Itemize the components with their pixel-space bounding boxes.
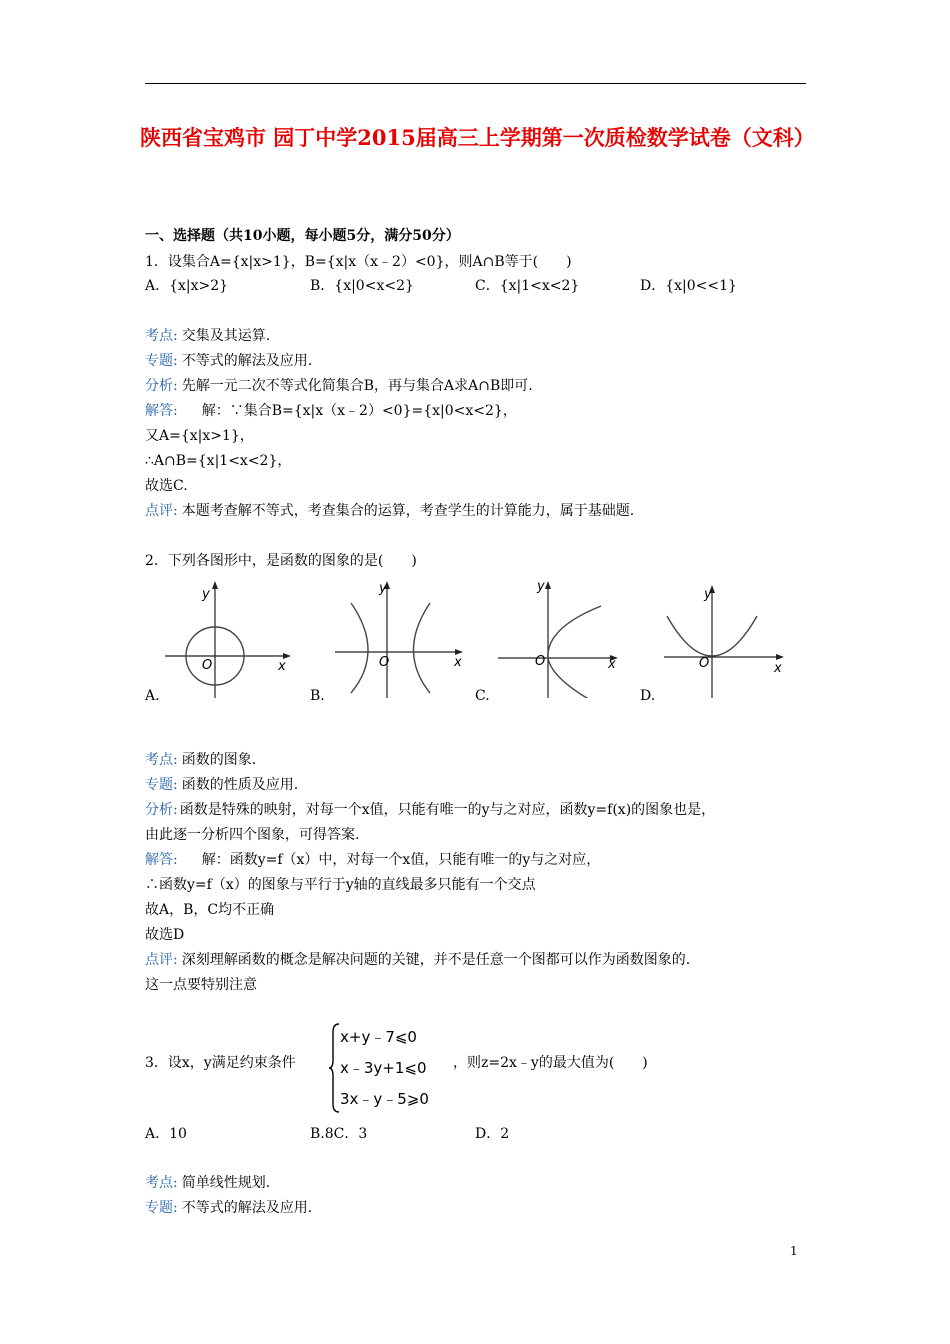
jieda-label: 解答:	[145, 403, 178, 419]
graph-c-sideways-parabola	[498, 578, 648, 698]
q1-dianping: 点评: 本题考查解不等式，考查集合的运算，考查学生的计算能力，属于基础题.	[145, 503, 635, 519]
q2-option-b: B.	[310, 688, 325, 704]
page-number: 1	[790, 1244, 798, 1258]
q2-line-3: 故选D	[145, 927, 185, 943]
q2-zhuanti: 专题: 函数的性质及应用.	[145, 777, 299, 793]
q1-kaodian: 考点: 交集及其运算.	[145, 328, 271, 344]
x-axis-label: x	[608, 657, 616, 672]
q1-option-d: D．{x|0<<1}	[640, 278, 737, 294]
fenxi-label: 分析:	[145, 378, 178, 394]
q1-jieda: 解答: 解：∵集合B={x|x（x﹣2）<0}={x|0<x<2}，	[145, 403, 517, 419]
x-axis-label: x	[774, 661, 782, 676]
kaodian-label: 考点:	[145, 752, 178, 768]
q3-zhuanti: 专题: 不等式的解法及应用.	[145, 1200, 313, 1216]
y-axis-label: y	[202, 587, 210, 602]
q2-fenxi: 分析: 函数是特殊的映射，对每一个x值，只能有唯一的y与之对应，函数y=f(x)的图象也是，	[145, 802, 716, 818]
y-axis-label: y	[704, 587, 712, 602]
origin-label: O	[699, 656, 710, 671]
q3-stem-pre: 3．设x，y满足约束条件	[145, 1055, 296, 1071]
q2-stem: 2．下列各图形中，是函数的图象的是( )	[145, 553, 417, 569]
q1-line-3: 故选C.	[145, 478, 188, 494]
y-axis-label: y	[537, 579, 545, 594]
x-axis-label: x	[454, 655, 462, 670]
q3-option-a: A．10	[145, 1126, 187, 1142]
origin-label: O	[379, 655, 390, 670]
constraint-2: x﹣3y+1⩽0	[340, 1059, 427, 1077]
q1-option-b: B．{x|0<x<2}	[310, 278, 414, 294]
constraint-system	[329, 1022, 459, 1114]
kaodian-label: 考点:	[145, 328, 178, 344]
fenxi-label: 分析:	[145, 802, 178, 818]
q1-fenxi: 分析: 先解一元二次不等式化简集合B，再与集合A求A∩B即可.	[145, 378, 533, 394]
constraint-3: 3x﹣y﹣5⩾0	[340, 1090, 429, 1108]
q1-line-2: ∴A∩B={x|1<x<2}，	[145, 453, 292, 469]
zhuanti-label: 专题:	[145, 353, 178, 369]
zhuanti-label: 专题:	[145, 1200, 178, 1216]
origin-label: O	[535, 654, 546, 669]
q1-option-c: C．{x|1<x<2}	[475, 278, 580, 294]
graph-a-circle	[165, 578, 315, 698]
page-title: 陕西省宝鸡市 园丁中学2015届高三上学期第一次质检数学试卷（文科）	[140, 125, 815, 150]
dianping-label: 点评:	[145, 952, 178, 968]
q2-line-1: ∴函数y=f（x）的图象与平行于y轴的直线最多只能有一个交点	[145, 877, 536, 893]
dianping-label: 点评:	[145, 503, 178, 519]
x-axis-label: x	[278, 659, 286, 674]
y-axis-label: y	[379, 581, 387, 596]
q2-kaodian: 考点: 函数的图象.	[145, 752, 257, 768]
graph-b-hyperbola	[335, 578, 485, 698]
q2-jieda: 解答: 解：函数y=f（x）中，对每一个x值，只能有唯一的y与之对应，	[145, 852, 601, 868]
q3-kaodian: 考点: 简单线性规划.	[145, 1175, 271, 1191]
q1-option-a: A．{x|x>2}	[145, 278, 229, 294]
section-heading: 一、选择题（共10小题，每小题5分，满分50分）	[145, 228, 460, 244]
q2-option-a: A.	[145, 688, 160, 704]
header-rule	[145, 83, 806, 84]
q2-option-d: D.	[640, 688, 656, 704]
zhuanti-label: 专题:	[145, 777, 178, 793]
q1-stem: 1．设集合A={x|x>1}，B={x|x（x﹣2）<0}，则A∩B等于( )	[145, 254, 572, 270]
q3-option-bc: B.8C．3	[310, 1126, 368, 1142]
q2-option-c: C.	[475, 688, 490, 704]
graph-d-parabola	[662, 578, 812, 698]
q3-stem-post: ，则z=2x﹣y的最大值为( )	[453, 1055, 648, 1071]
kaodian-label: 考点:	[145, 1175, 178, 1191]
constraint-1: x+y﹣7⩽0	[340, 1028, 417, 1046]
jieda-label: 解答:	[145, 852, 178, 868]
q2-dianping-cont: 这一点要特别注意	[145, 977, 257, 993]
q2-line-2: 故A，B，C均不正确	[145, 902, 275, 918]
q2-dianping: 点评: 深刻理解函数的概念是解决问题的关键，并不是任意一个图都可以作为函数图象的.	[145, 952, 691, 968]
q3-option-d: D．2	[475, 1126, 510, 1142]
q2-fenxi-cont: 由此逐一分析四个图象，可得答案.	[145, 827, 360, 843]
q1-zhuanti: 专题: 不等式的解法及应用.	[145, 353, 313, 369]
origin-label: O	[202, 658, 213, 673]
q1-line-1: 又A={x|x>1}，	[145, 428, 254, 444]
